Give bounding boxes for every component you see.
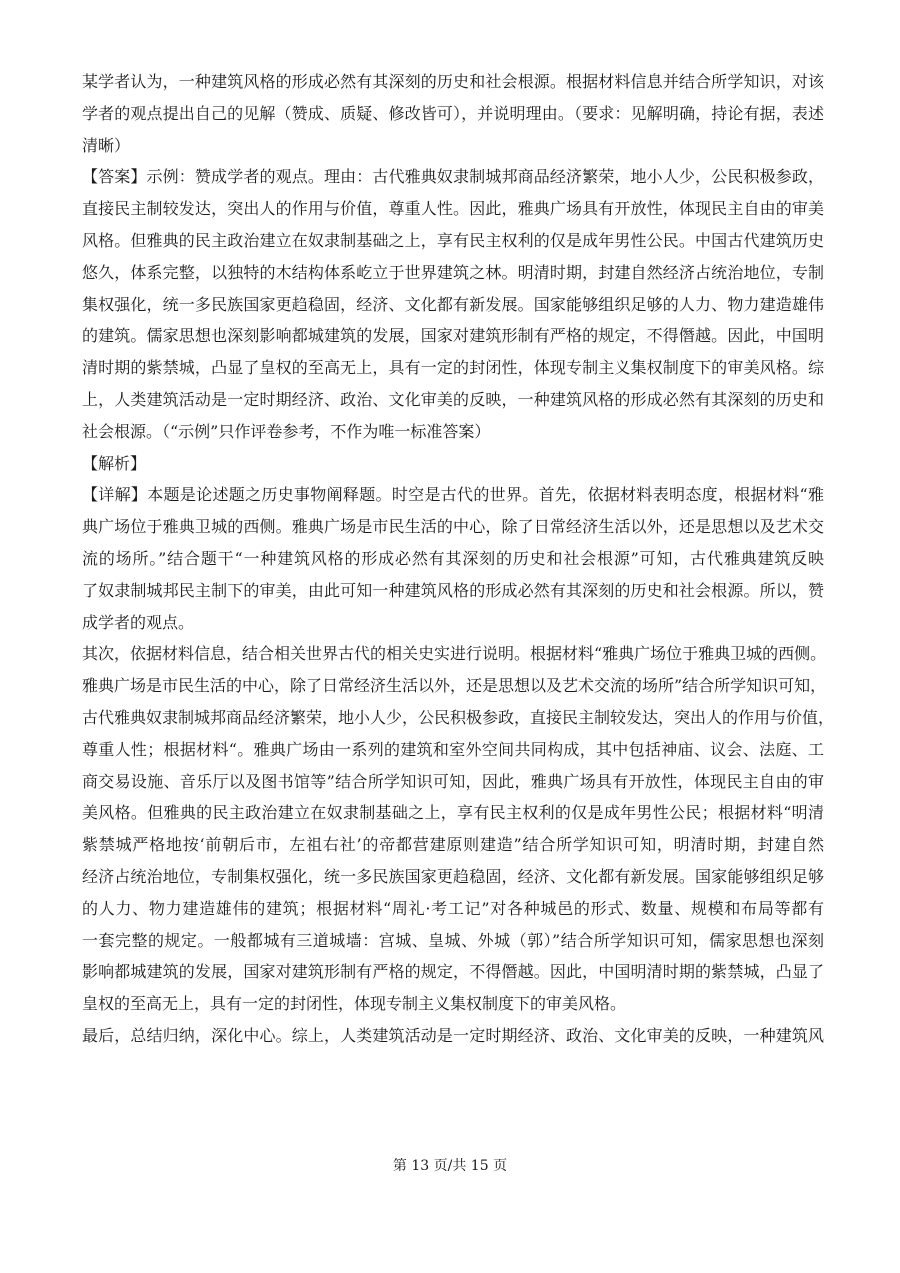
text-line: 尊重人性；根据材料“。雅典广场由一系列的建筑和室外空间共同构成，其中包括神庙、议会、法庭、工 xyxy=(82,739,824,759)
answer-first-line xyxy=(82,161,824,193)
detail-first-line xyxy=(82,479,824,511)
text-line: 清时期的紫禁城，凸显了皇权的至高无上，具有一定的封闭性，体现专制主义集权制度下的审美风格。综 xyxy=(82,358,824,378)
text-line: 的建筑。儒家思想也深刻影响都城建筑的发展，国家对建筑形制有严格的规定，不得僭越。因此，中国明 xyxy=(82,326,824,346)
page-content xyxy=(82,66,835,1052)
text-line: 美风格。但雅典的民主政治建立在奴隶制基础之上，享有民主权利的仅是成年男性公民；根据材料“明清 xyxy=(82,803,824,823)
text-line: 直接民主制较发达，突出人的作用与价值，尊重人性。因此，雅典广场具有开放性，体现民主自由的审美 xyxy=(82,199,824,219)
text-line: 风格。但雅典的民主政治建立在奴隶制基础之上，享有民主权利的仅是成年男性公民。中国古代建筑历史 xyxy=(82,230,824,250)
text-line: 学者的观点提出自己的见解（赞成、质疑、修改皆可），并说明理由。（要求：见解明确，持论有据，表述 xyxy=(82,103,824,123)
text-line: 商交易设施、音乐厅以及图书馆等”结合所学知识可知，因此，雅典广场具有开放性，体现民主自由的审 xyxy=(82,771,824,791)
text-line: 某学者认为，一种建筑风格的形成必然有其深刻的历史和社会根源。根据材料信息并结合所学知识，对该 xyxy=(82,72,824,91)
text-line: 典广场位于雅典卫城的西侧。雅典广场是市民生活的中心，除了日常经济生活以外，还是思想以及艺术交 xyxy=(82,517,824,537)
paragraph-3 xyxy=(82,1020,824,1052)
text-line: 雅典广场是市民生活的中心，除了日常经济生活以外，还是思想以及艺术交流的场所”结合所学知识可知， xyxy=(82,676,827,696)
text-line: 清晰） xyxy=(82,135,131,155)
answer-tag: 【答案】 xyxy=(82,167,147,187)
text-line: 皇权的至高无上，具有一定的封闭性，体现专制主义集权制度下的审美风格。 xyxy=(82,994,627,1014)
page-footer: 第 13 页/共 15 页 xyxy=(392,1158,508,1174)
text-line: 流的场所。”结合题干“一种建筑风格的形成必然有其深刻的历史和社会根源”可知，古代雅典建筑反映 xyxy=(82,548,824,568)
text-line: 紫禁城严格地按‘前朝后市，左祖右社’的帝都营建原则建造”结合所学知识可知，明清时期，封建自然 xyxy=(82,835,824,855)
text-line: 经济占统治地位，专制集权强化，统一多民族国家更趋稳固，经济、文化都有新发展。国家能够组织足够 xyxy=(82,866,824,886)
text-line: 悠久，体系完整，以独特的木结构体系屹立于世界建筑之林。明清时期，封建自然经济占统治地位，专制 xyxy=(82,262,824,282)
text-line: 集权强化，统一多民族国家更趋稳固，经济、文化都有新发展。国家能够组织足够的人力、物力建造雄伟 xyxy=(82,294,824,314)
text-line: 影响都城建筑的发展，国家对建筑形制有严格的规定，不得僭越。因此，中国明清时期的紫禁城，凸显了 xyxy=(82,962,824,982)
detail-tag: 【详解】 xyxy=(82,485,148,505)
text-line: 的人力、物力建造雄伟的建筑；根据材料“周礼·考工记”对各种城邑的形式、数量、规模和布局等都有 xyxy=(82,898,824,918)
text-line: 了奴隶制城邦民主制下的审美，由此可知一种建筑风格的形成必然有其深刻的历史和社会根源。所以，赞 xyxy=(82,580,824,600)
paragraph-2 xyxy=(82,638,835,1020)
text-line: 古代雅典奴隶制城邦商品经济繁荣，地小人少，公民积极参政，直接民主制较发达，突出人的作用与价值， xyxy=(82,707,835,727)
text-line: 成学者的观点。 xyxy=(82,612,195,632)
text-line: 最后，总结归纳，深化中心。综上，人类建筑活动是一定时期经济、政治、文化审美的反映，一种建筑风 xyxy=(82,1025,824,1045)
text-line: 上，人类建筑活动是一定时期经济、政治、文化审美的反映，一种建筑风格的形成必然有其深刻的历史和 xyxy=(82,389,824,409)
answer-section xyxy=(82,161,824,447)
text-line: 示例：赞成学者的观点。理由：古代雅典奴隶制城邦商品经济繁荣，地小人少，公民积极参政， xyxy=(146,167,824,187)
text-line: 本题是论述题之历史事物阐释题。时空是古代的世界。首先，依据材料表明态度，根据材料“雅 xyxy=(147,485,824,505)
text-line: 社会根源。（“示例”只作评卷参考，不作为唯一标准答案） xyxy=(82,421,491,441)
text-line: 其次，依据材料信息，结合相关世界古代的相关史实进行说明。根据材料“雅典广场位于雅典卫城的西侧。 xyxy=(82,644,827,664)
analysis-tag: 【解析】 xyxy=(82,453,147,473)
detail-section xyxy=(82,479,824,638)
text-line: 一套完整的规定。一般都城有三道城墙：宫城、皇城、外城（郭）”结合所学知识可知，儒家思想也深刻 xyxy=(82,930,824,950)
question-text xyxy=(82,66,824,161)
